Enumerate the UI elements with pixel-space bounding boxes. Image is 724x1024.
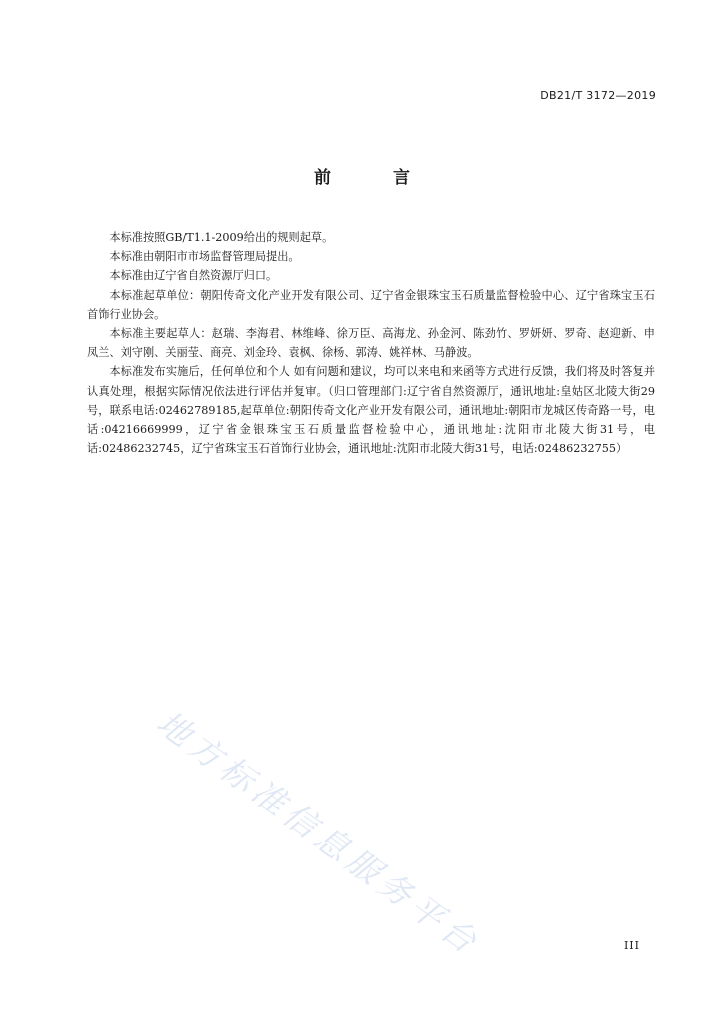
watermark: 地方标准信息服务平台	[149, 702, 488, 964]
paragraph-drafting-units: 本标准起草单位：朝阳传奇文化产业开发有限公司、辽宁省金银珠宝玉石质量监督检验中心、辽宁省珠宝玉石首饰行业协会。	[87, 288, 655, 321]
paragraph-feedback: 本标准发布实施后，任何单位和个人 如有问题和建议，均可以来电和来函等方式进行反馈，我们将及时答复并认真处理，根据实际情况依法进行评估并复审。（归口管理部门:辽宁省自然资源厅，通讯地址:皇姑区北陵大街29号，联系电话:02462789185,起草单位:朝阳传奇文化产业开发有限公司，通讯地址:朝阳市龙城区传奇路一号，电话:04216669999，辽宁省金银珠宝玉石质量监督检验中心，通讯地址:沈阳市北陵大街31号，电话:02486232745，辽宁省珠宝玉石首饰行业协会，通讯地址:沈阳市北陵大街31号，电话:02486232755）	[87, 365, 655, 456]
page-title: 前 言	[314, 168, 438, 188]
paragraph-administrator: 本标准由辽宁省自然资源厅归口。	[109, 269, 278, 283]
standard-number: DB21/T 3172—2019	[540, 89, 656, 102]
foreword-body	[87, 228, 655, 458]
paragraph-drafters: 本标准主要起草人：赵瑞、李海君、林维峰、徐万臣、高海龙、孙金河、陈劲竹、罗妍妍、罗奇、赵迎新、申凤兰、刘守刚、关丽莹、商亮、刘金玲、袁枫、徐杨、郭涛、姚祥林、马静波。	[87, 327, 655, 360]
paragraph-proposer: 本标准由朝阳市市场监督管理局提出。	[109, 250, 300, 264]
paragraph-drafting-rules: 本标准按照GB/T1.1-2009给出的规则起草。	[109, 231, 334, 244]
page-number: III	[623, 939, 640, 952]
